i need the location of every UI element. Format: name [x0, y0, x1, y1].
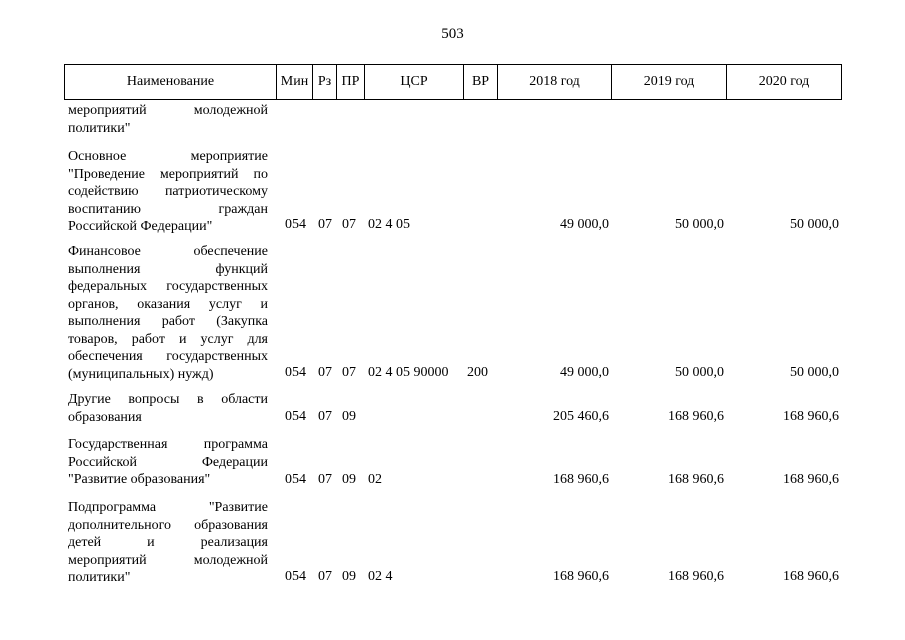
- cell-rz: 07: [318, 569, 332, 584]
- cell-min: 054: [285, 569, 306, 584]
- cell-pr: 07: [342, 365, 356, 380]
- column-header-name: Наименование: [65, 65, 277, 99]
- cell-2018: 49 000,0: [560, 365, 609, 380]
- cell-min: 054: [285, 472, 306, 487]
- cell-2020: 50 000,0: [790, 217, 839, 232]
- cell-rz: 07: [318, 365, 332, 380]
- cell-2019: 50 000,0: [675, 365, 724, 380]
- cell-2018: 49 000,0: [560, 217, 609, 232]
- cell-pr: 09: [342, 569, 356, 584]
- column-header-pr: ПР: [337, 65, 365, 99]
- cell-2019: 50 000,0: [675, 217, 724, 232]
- cell-rz: 07: [318, 217, 332, 232]
- column-header-csr: ЦСР: [365, 65, 464, 99]
- cell-pr: 07: [342, 217, 356, 232]
- column-header-2020: 2020 год: [758, 74, 810, 89]
- cell-csr: 02 4 05: [368, 217, 410, 232]
- row-name: мероприятий молодежной политики": [68, 103, 268, 136]
- cell-pr: 09: [342, 472, 356, 487]
- column-header-rz: Рз: [313, 65, 337, 99]
- cell-2019: 168 960,6: [668, 569, 724, 584]
- cell-2018: 168 960,6: [553, 569, 609, 584]
- cell-2020: 50 000,0: [790, 365, 839, 380]
- cell-2019: 168 960,6: [668, 409, 724, 424]
- column-header-2019: 2019 год: [612, 65, 727, 99]
- column-header-2018: 2018 год: [498, 65, 612, 99]
- cell-min: 054: [285, 365, 306, 380]
- cell-2020: 168 960,6: [783, 472, 839, 487]
- row-name: Подпрограмма "Развитие дополнительного образования детей и реализация мероприятий молодежной политики": [68, 500, 268, 585]
- cell-csr: 02 4 05 90000: [368, 365, 449, 380]
- cell-csr: 02: [368, 472, 382, 487]
- cell-pr: 09: [342, 409, 356, 424]
- cell-vr: 200: [467, 365, 488, 380]
- cell-2018: 168 960,6: [553, 472, 609, 487]
- row-name: Государственная программа Российской Федерации "Развитие образования": [68, 437, 268, 487]
- cell-2018: 205 460,6: [553, 409, 609, 424]
- page-number: 503: [441, 26, 464, 42]
- cell-2019: 168 960,6: [668, 472, 724, 487]
- row-name: Основное мероприятие "Проведение мероприятий по содействию патриотическому воспитанию граждан Российской Федерации": [68, 149, 268, 234]
- column-header-min: Мин: [277, 65, 313, 99]
- cell-2020: 168 960,6: [783, 409, 839, 424]
- cell-rz: 07: [318, 409, 332, 424]
- cell-min: 054: [285, 217, 306, 232]
- cell-rz: 07: [318, 472, 332, 487]
- row-name: Финансовое обеспечение выполнения функций федеральных государственных органов, оказания услуг и выполнения работ (Закупка товаров, работ и услуг для обеспечения государственных (муниципальных) нужд): [68, 244, 268, 382]
- cell-min: 054: [285, 409, 306, 424]
- cell-2020: 168 960,6: [783, 569, 839, 584]
- table-header: [64, 64, 842, 100]
- cell-csr: 02 4: [368, 569, 393, 584]
- column-header-vr: ВР: [464, 65, 498, 99]
- row-name: Другие вопросы в области образования: [68, 392, 268, 425]
